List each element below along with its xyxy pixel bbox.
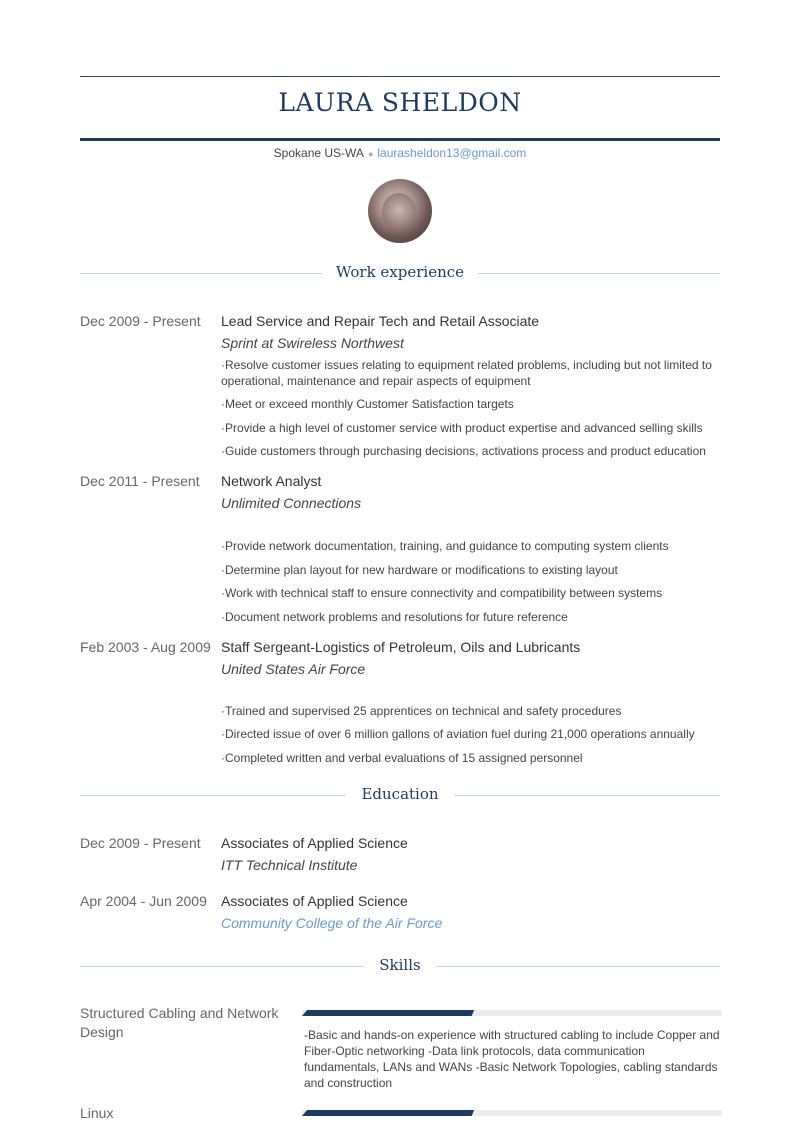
skill-level-fill bbox=[302, 1010, 474, 1016]
job-employer: Sprint at Swireless Northwest bbox=[221, 335, 404, 351]
contact-line bbox=[0, 146, 800, 160]
section-education bbox=[80, 785, 720, 805]
profile-photo bbox=[368, 179, 432, 243]
section-title-skills: Skills bbox=[379, 956, 421, 974]
section-line-right bbox=[436, 966, 720, 967]
job-bullet: ·Determine plan layout for new hardware or modifications to existing layout bbox=[221, 563, 618, 577]
job-employer: United States Air Force bbox=[221, 661, 366, 677]
job-bullet: ·Meet or exceed monthly Customer Satisfaction targets bbox=[221, 397, 514, 411]
job-bullet: ·Provide a high level of customer service with product expertise and advanced selling skills bbox=[221, 421, 703, 435]
education-degree: Associates of Applied Science bbox=[221, 893, 408, 909]
job-bullet: ·Resolve customer issues relating to equipment related problems, including but not limited to operational, maintenance and repair aspects of equipment bbox=[221, 358, 712, 388]
skill-level-bar bbox=[302, 1010, 722, 1016]
education-date: Dec 2009 - Present bbox=[80, 835, 201, 851]
photo-face bbox=[382, 193, 416, 231]
section-work-experience bbox=[80, 263, 720, 283]
job-bullet: ·Completed written and verbal evaluations of 15 assigned personnel bbox=[221, 751, 583, 765]
job-bullet: ·Trained and supervised 25 apprentices on technical and safety procedures bbox=[221, 704, 622, 718]
separator-dot-icon: ● bbox=[367, 149, 374, 159]
skill-description: -Basic and hands-on experience with structured cabling to include Copper and Fiber-Optic networking -Data link protocols, data communication fundamentals, LANs and WANs -Basic Network Topologies, cabling standards and construction bbox=[304, 1028, 720, 1090]
education-date: Apr 2004 - Jun 2009 bbox=[80, 893, 207, 909]
education-school: ITT Technical Institute bbox=[221, 857, 358, 873]
job-date: Dec 2009 - Present bbox=[80, 313, 201, 329]
job-date: Feb 2003 - Aug 2009 bbox=[80, 639, 211, 655]
skill-name: Structured Cabling and Network Design bbox=[80, 1005, 279, 1040]
location-text: Spokane US-WA bbox=[273, 146, 364, 160]
job-title: Lead Service and Repair Tech and Retail Associate bbox=[221, 313, 540, 329]
job-employer: Unlimited Connections bbox=[221, 495, 362, 511]
candidate-name: LAURA SHELDON bbox=[278, 88, 522, 117]
section-line-right bbox=[478, 273, 720, 274]
skill-name: Linux bbox=[80, 1105, 114, 1121]
job-date: Dec 2011 - Present bbox=[80, 473, 200, 489]
education-school-link[interactable]: Community College of the Air Force bbox=[221, 915, 443, 931]
name-divider bbox=[80, 138, 720, 141]
job-bullet: ·Guide customers through purchasing decisions, activations process and product education bbox=[221, 444, 706, 458]
job-title: Staff Sergeant-Logistics of Petroleum, Oils and Lubricants bbox=[221, 639, 581, 655]
section-line-right bbox=[454, 795, 720, 796]
job-bullet: ·Document network problems and resolutions for future reference bbox=[221, 610, 568, 624]
job-bullet: ·Work with technical staff to ensure connectivity and compatibility between systems bbox=[221, 586, 663, 600]
email-link[interactable]: laurasheldon13@gmail.com bbox=[377, 146, 527, 160]
section-title-education: Education bbox=[361, 785, 439, 803]
section-title-work: Work experience bbox=[335, 263, 465, 281]
skill-level-fill bbox=[302, 1110, 474, 1116]
skill-level-bar bbox=[302, 1110, 722, 1116]
education-degree: Associates of Applied Science bbox=[221, 835, 408, 851]
job-bullet: ·Provide network documentation, training, and guidance to computing system clients bbox=[221, 539, 669, 553]
job-title: Network Analyst bbox=[221, 473, 322, 489]
top-divider bbox=[80, 76, 720, 77]
section-skills bbox=[80, 956, 720, 976]
job-bullet: ·Directed issue of over 6 million gallons of aviation fuel during 21,000 operations annually bbox=[221, 727, 695, 741]
